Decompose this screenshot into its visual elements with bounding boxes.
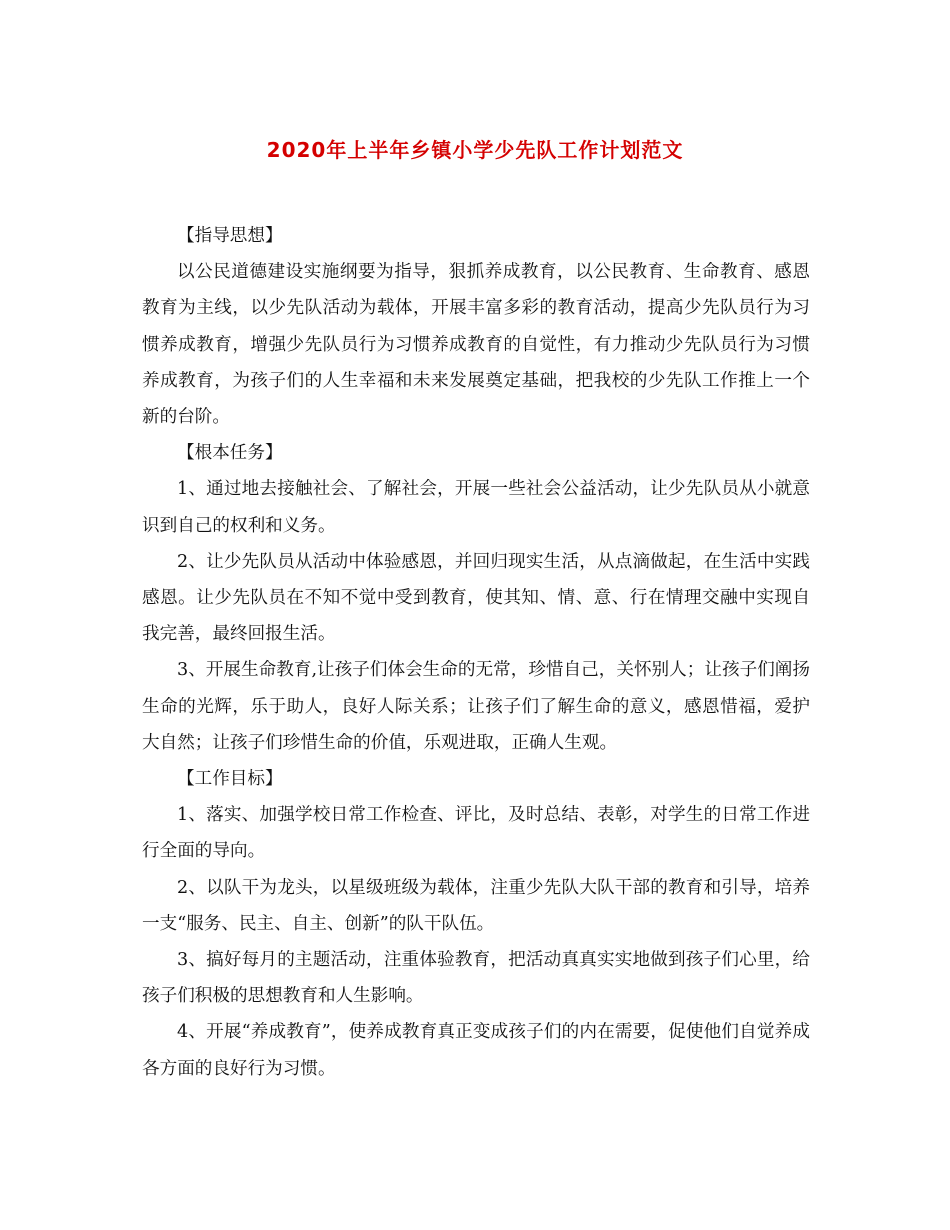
section-guiding-ideology <box>142 218 810 435</box>
paragraph: 1、落实、加强学校日常工作检查、评比，及时总结、表彰，对学生的日常工作进行全面的导向。 <box>142 805 810 862</box>
paragraph: 4、开展“养成教育”，使养成教育真正变成孩子们的内在需要，促使他们自觉养成各方面的良好行为习惯。 <box>142 1022 810 1079</box>
section-basic-tasks <box>142 435 810 761</box>
section-heading: 【根本任务】 <box>177 443 283 464</box>
document-body <box>142 218 810 1087</box>
document-title: 2020年上半年乡镇小学少先队工作计划范文 <box>266 138 684 162</box>
section-heading: 【指导思想】 <box>177 226 283 246</box>
paragraph: 2、让少先队员从活动中体验感恩，并回归现实生活，从点滴做起，在生活中实践感恩。让少先队员在不知不觉中受到教育，使其知、情、意、行在情理交融中实现自我完善，最终回报生活。 <box>142 551 810 645</box>
paragraph: 3、开展生命教育,让孩子们体会生命的无常，珍惜自己，关怀别人；让孩子们阐扬生命的光辉，乐于助人，良好人际关系；让孩子们了解生命的意义，感恩惜福，爱护大自然；让孩子们珍惜生命的价值，乐观进取，正确人生观。 <box>142 660 810 753</box>
paragraph: 以公民道德建设实施纲要为指导，狠抓养成教育，以公民教育、生命教育、感恩教育为主线，以少先队活动为载体，开展丰富多彩的教育活动，提高少先队员行为习惯养成教育，增强少先队员行为习惯养成教育的自觉性，有力推动少先队员行为习惯养成教育，为孩子们的人生幸福和未来发展奠定基础，把我校的少先队工作推上一个新的台阶。 <box>142 262 810 428</box>
paragraph: 1、通过地去接触社会、了解社会，开展一些社会公益活动，让少先队员从小就意识到自己的权利和义务。 <box>142 479 810 536</box>
section-work-goals <box>142 761 810 1087</box>
paragraph: 3、搞好每月的主题活动，注重体验教育，把活动真真实实地做到孩子们心里，给孩子们积极的思想教育和人生影响。 <box>142 950 810 1007</box>
section-heading: 【工作目标】 <box>177 769 283 790</box>
paragraph: 2、以队干为龙头，以星级班级为载体，注重少先队大队干部的教育和引导，培养一支“服务、民主、自主、创新”的队干队伍。 <box>142 877 810 934</box>
